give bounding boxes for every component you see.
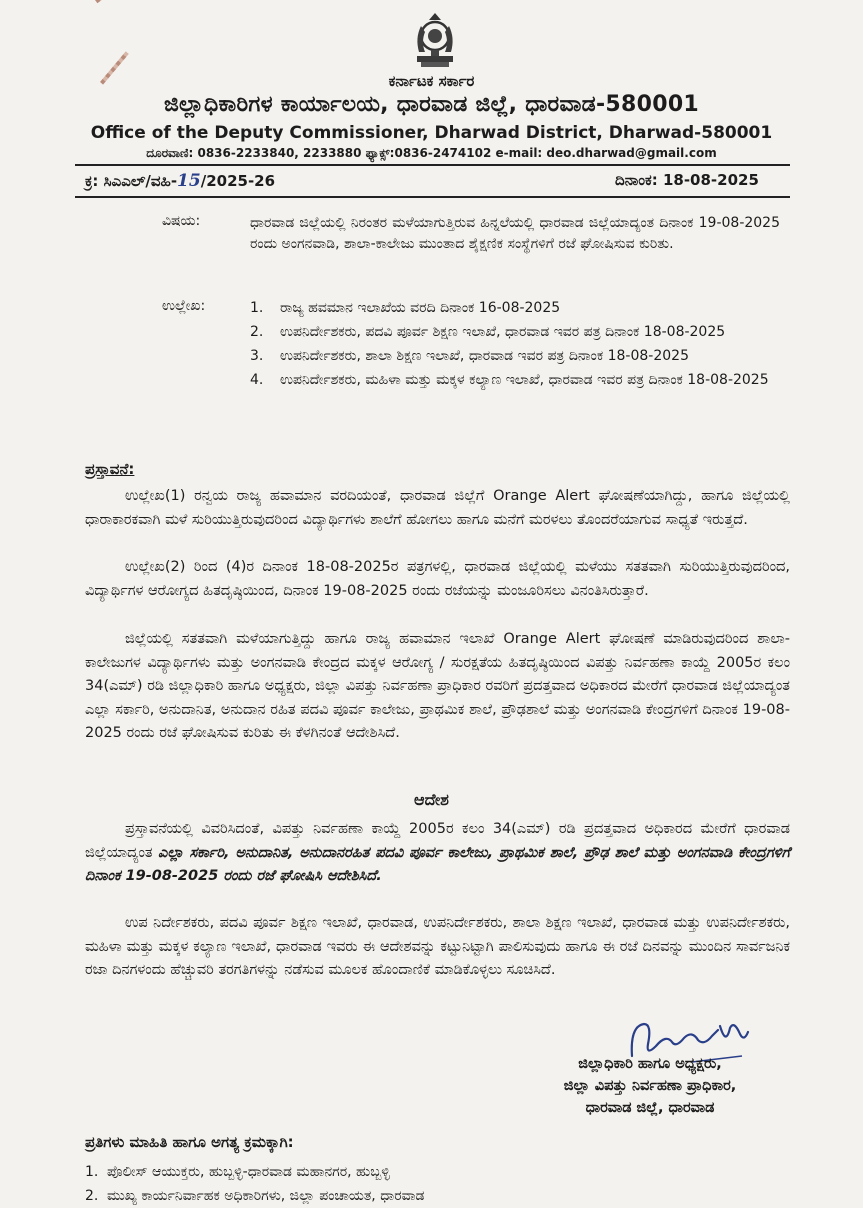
references-list — [250, 298, 780, 394]
preamble-paragraph-3: ಜಿಲ್ಲೆಯಲ್ಲಿ ಸತತವಾಗಿ ಮಳೆಯಾಗುತ್ತಿದ್ದು ಹಾಗೂ ರಾಜ್ಯ ಹವಾಮಾನ ಇಲಾಖೆ Orange Alert ಘೋಷಣೆ ಮಾಡಿರುವುದರಿಂದ ಶಾಲಾ-ಕಾಲೇಜುಗಳ ವಿದ್ಯಾರ್ಥಿಗಳು ಮತ್ತು ಅಂಗನವಾಡಿ ಕೇಂದ್ರದ ಮಕ್ಕಳ ಆರೋಗ್ಯ / ಸುರಕ್ಷತೆಯ ಹಿತದೃಷ್ಠಿಯಿಂದ ವಿಪತ್ತು ನಿರ್ವಹಣಾ ಕಾಯ್ದೆ 2005ರ ಕಲಂ 34(ಎಮ್) ರಡಿ ಜಿಲ್ಲಾಧಿಕಾರಿ ಹಾಗೂ ಅಧ್ಯಕ್ಷರು, ಜಿಲ್ಲಾ ವಿಪತ್ತು ನಿರ್ವಹಣಾ ಪ್ರಾಧಿಕಾರ ರವರಿಗೆ ಪ್ರದತ್ತವಾದ ಅಧಿಕಾರದ ಮೇರೆಗೆ ಧಾರವಾಡ ಜಿಲ್ಲೆಯಾದ್ಯಂತ ಎಲ್ಲಾ ಸರ್ಕಾರಿ, ಅನುದಾನಿತ, ಅನುದಾನ ರಹಿತ ಪದವಿ ಪೂರ್ವ ಕಾಲೇಜು, ಪ್ರಾಥಮಿಕ ಶಾಲೆ, ಪ್ರೌಢಶಾಲೆ ಮತ್ತು ಅಂಗನವಾಡಿ ಕೇಂದ್ರಗಳಿಗೆ ದಿನಾಂಕ 19-08-2025 ರಂದು ರಜೆ ಘೋಷಿಸುವ ಕುರಿತು ಈ ಕೆಳಗಿನಂತೆ ಆದೇಶಿಸಿದೆ. — [85, 631, 790, 741]
reference-item-text: ಉಪನಿರ್ದೇಶಕರು, ಮಹಿಳಾ ಮತ್ತು ಮಕ್ಕಳ ಕಲ್ಯಾಣ ಇಲಾಖೆ, ಧಾರವಾಡ ಇವರ ಪತ್ರ ದಿನಾಂಕ 18-08-2025 — [280, 372, 769, 388]
copy-item — [85, 1184, 424, 1208]
signatory-block — [500, 1053, 800, 1119]
reference-handwritten-number: 15 — [177, 171, 201, 191]
preamble-paragraph-2: ಉಲ್ಲೇಖ(2) ರಿಂದ (4)ರ ದಿನಾಂಕ 18-08-2025ರ ಪತ್ರಗಳಲ್ಲಿ, ಧಾರವಾಡ ಜಿಲ್ಲೆಯಲ್ಲಿ ಮಳೆಯು ಸತತವಾಗಿ ಸುರಿಯುತ್ತಿರುವುದರಿಂದ, ವಿದ್ಯಾರ್ಥಿಗಳ ಆರೋಗ್ಯದ ಹಿತದೃಷ್ಠಿಯಿಂದ, ದಿನಾಂಕ 19-08-2025 ರಂದು ರಜೆಯನ್ನು ಮಂಜೂರಿಸಲು ವಿನಂತಿಸಿರುತ್ತಾರೆ. — [85, 559, 790, 599]
reference-suffix: /2025-26 — [200, 172, 276, 190]
signatory-line-2: ಜಿಲ್ಲಾ ವಿಪತ್ತು ನಿರ್ವಹಣಾ ಪ್ರಾಧಿಕಾರ, — [563, 1078, 737, 1094]
copy-item-text: ಮುಖ್ಯ ಕಾರ್ಯನಿರ್ವಾಹಕ ಅಧಿಕಾರಿಗಳು, ಜಿಲ್ಲಾ ಪಂಚಾಯತ, ಧಾರವಾಡ — [107, 1188, 425, 1204]
signatory-line-3: ಧಾರವಾಡ ಜಿಲ್ಲೆ, ಧಾರವಾಡ — [585, 1100, 715, 1116]
reference-item-number: 3. — [250, 348, 264, 364]
order-paragraph-1-emphasis: ಎಲ್ಲಾ ಸರ್ಕಾರಿ, ಅನುದಾನಿತ, ಅನುದಾನರಹಿತ ಪದವಿ ಪೂರ್ವ ಕಾಲೇಜು, ಪ್ರಾಥಮಿಕ ಶಾಲೆ, ಪ್ರೌಢ ಶಾಲೆ ಮತ್ತು ಅಂಗನವಾಡಿ ಕೇಂದ್ರಗಳಿಗೆ ದಿನಾಂಕ 19-08-2025 ರಂದು ರಜೆ ಘೋಷಿಸಿ ಆದೇಶಿಸಿದೆ. — [85, 844, 790, 884]
reference-item-text: ಉಪನಿರ್ದೇಶಕರು, ಶಾಲಾ ಶಿಕ್ಷಣ ಇಲಾಖೆ, ಧಾರವಾಡ ಇವರ ಪತ್ರ ದಿನಾಂಕ 18-08-2025 — [280, 348, 689, 364]
reference-item-number: 1. — [250, 300, 264, 316]
reference-item — [250, 346, 780, 367]
preamble-heading: ಪ್ರಸ್ತಾವನೆ: — [85, 460, 135, 478]
header-divider — [75, 164, 790, 166]
reference-item-number: 4. — [250, 372, 264, 388]
office-title-kannada: ಜಿಲ್ಲಾಧಿಕಾರಿಗಳ ಕಾರ್ಯಾಲಯ, ಧಾರವಾಡ ಜಿಲ್ಲೆ, ಧಾರವಾಡ-580001 — [163, 92, 700, 117]
karnataka-emblem-icon — [411, 12, 459, 70]
reference-item-text: ರಾಜ್ಯ ಹವಮಾನ ಇಲಾಖೆಯ ವರದಿ ದಿನಾಂಕ 16-08-2025 — [280, 300, 561, 316]
order-paragraph-1-text: ಪ್ರಸ್ತಾವನೆಯಲ್ಲಿ ವಿವರಿಸಿದಂತೆ, ವಿಪತ್ತು ನಿರ್ವಹಣಾ ಕಾಯ್ದೆ 2005ರ ಕಲಂ 34(ಎಮ್) ರಡಿ ಪ್ರದತ್ತವಾದ ಅಧಿಕಾರದ ಮೇರೆಗೆ ಧಾರವಾಡ ಜಿಲ್ಲೆಯಾದ್ಯಂತ — [85, 821, 790, 861]
copies-list — [85, 1160, 424, 1208]
copies-heading: ಪ್ರತಿಗಳು ಮಾಹಿತಿ ಹಾಗೂ ಅಗತ್ಯ ಕ್ರಮಕ್ಕಾಗಿ: — [85, 1133, 294, 1151]
subject-text: ಧಾರವಾಡ ಜಿಲ್ಲೆಯಲ್ಲಿ ನಿರಂತರ ಮಳೆಯಾಗುತ್ತಿರುವ ಹಿನ್ನಲೆಯಲ್ಲಿ ಧಾರವಾಡ ಜಿಲ್ಲೆಯಾದ್ಯಂತ ದಿನಾಂಕ 19-08-2025 ರಂದು ಅಂಗನವಾಡಿ, ಶಾಲಾ-ಕಾಲೇಜು ಮುಂತಾದ ಶೈಕ್ಷಣಿಕ ಸಂಸ್ಥೆಗಳಿಗೆ ರಜೆ ಘೋಷಿಸುವ ಕುರಿತು. — [250, 215, 780, 252]
order-paragraph-2: ಉಪ ನಿರ್ದೇಶಕರು, ಪದವಿ ಪೂರ್ವ ಶಿಕ್ಷಣ ಇಲಾಖೆ, ಧಾರವಾಡ, ಉಪನಿರ್ದೇಶಕರು, ಶಾಲಾ ಶಿಕ್ಷಣ ಇಲಾಖೆ, ಧಾರವಾಡ ಮತ್ತು ಉಪನಿರ್ದೇಶಕರು, ಮಹಿಳಾ ಮತ್ತು ಮಕ್ಕಳ ಕಲ್ಯಾಣ ಇಲಾಖೆ, ಧಾರವಾಡ ಇವರು ಈ ಆದೇಶವನ್ನು ಕಟ್ಟುನಿಟ್ಟಾಗಿ ಪಾಲಿಸುವುದು ಹಾಗೂ ಈ ರಜೆ ದಿನವನ್ನು ಮುಂದಿನ ಸಾರ್ವಜನಿಕ ರಜಾ ದಿನಗಳಂದು ಹೆಚ್ಚುವರಿ ತರಗತಿಗಳನ್ನು ನಡೆಸುವ ಮೂಲಕ ಹೊಂದಾಣಿಕೆ ಮಾಡಿಕೊಳ್ಳಲು ಸೂಚಿಸಿದೆ. — [85, 915, 790, 978]
subject-label: ವಿಷಯ: — [162, 213, 201, 229]
order-date: ದಿನಾಂಕ: 18-08-2025 — [615, 171, 759, 189]
contact-line: ದೂರವಾಣಿ: 0836-2233840, 2233880 ಫ್ಯಾಕ್ಸ್:0836-2474102 e-mail: deo.dharwad@gmail.com — [146, 146, 717, 160]
preamble-paragraph-1: ಉಲ್ಲೇಖ(1) ರನ್ವಯ ರಾಜ್ಯ ಹವಾಮಾನ ವರದಿಯಂತೆ, ಧಾರವಾಡ ಜಿಲ್ಲೆಗೆ Orange Alert ಘೋಷಣೆಯಾಗಿದ್ದು, ಹಾಗೂ ಜಿಲ್ಲೆಯಲ್ಲಿ ಧಾರಾಕಾರಕವಾಗಿ ಮಳೆ ಸುರಿಯುತ್ತಿರುವುದರಿಂದ ವಿದ್ಯಾರ್ಥಿಗಳು ಶಾಲೆಗೆ ಹೋಗಲು ಹಾಗೂ ಮನೆಗೆ ಮರಳಲು ತೊಂದರೆಯಾಗುವ ಸಾಧ್ಯತೆ ಇರುತ್ತದೆ. — [85, 488, 790, 528]
office-title-english: Office of the Deputy Commissioner, Dharwad District, Dharwad-580001 — [90, 123, 773, 143]
order-paragraph-1 — [85, 818, 790, 889]
copy-item-number: 1. — [85, 1164, 99, 1180]
copy-item-text: ಪೊಲೀಸ್ ಆಯುಕ್ತರು, ಹುಬ್ಬಳ್ಳಿ-ಧಾರವಾಡ ಮಹಾನಗರ, ಹುಬ್ಬಳ್ಳಿ — [107, 1164, 390, 1180]
reference-item-text: ಉಪನಿರ್ದೇಶಕರು, ಪದವಿ ಪೂರ್ವ ಶಿಕ್ಷಣ ಇಲಾಖೆ, ಧಾರವಾಡ ಇವರ ಪತ್ರ ದಿನಾಂಕ 18-08-2025 — [280, 324, 726, 340]
reference-number — [85, 171, 275, 191]
copy-item-number: 2. — [85, 1188, 99, 1204]
references-label: ಉಲ್ಲೇಖ: — [162, 298, 206, 314]
thread-decoration — [95, 0, 186, 3]
signatory-line-1: ಜಿಲ್ಲಾಧಿಕಾರಿ ಹಾಗೂ ಅಧ್ಯಕ್ಷರು, — [578, 1056, 722, 1072]
reference-item — [250, 322, 780, 343]
reference-prefix: ಕ್ರ: ಸಿಎಎಲ್/ವಹಿ- — [85, 172, 178, 190]
order-heading: ಆದೇಶ — [414, 790, 449, 809]
government-name: ಕರ್ನಾಟಕ ಸರ್ಕಾರ — [388, 72, 475, 90]
copy-item — [85, 1160, 424, 1184]
reference-item — [250, 298, 780, 319]
meta-divider — [75, 196, 790, 198]
reference-item — [250, 370, 780, 391]
reference-item-number: 2. — [250, 324, 264, 340]
